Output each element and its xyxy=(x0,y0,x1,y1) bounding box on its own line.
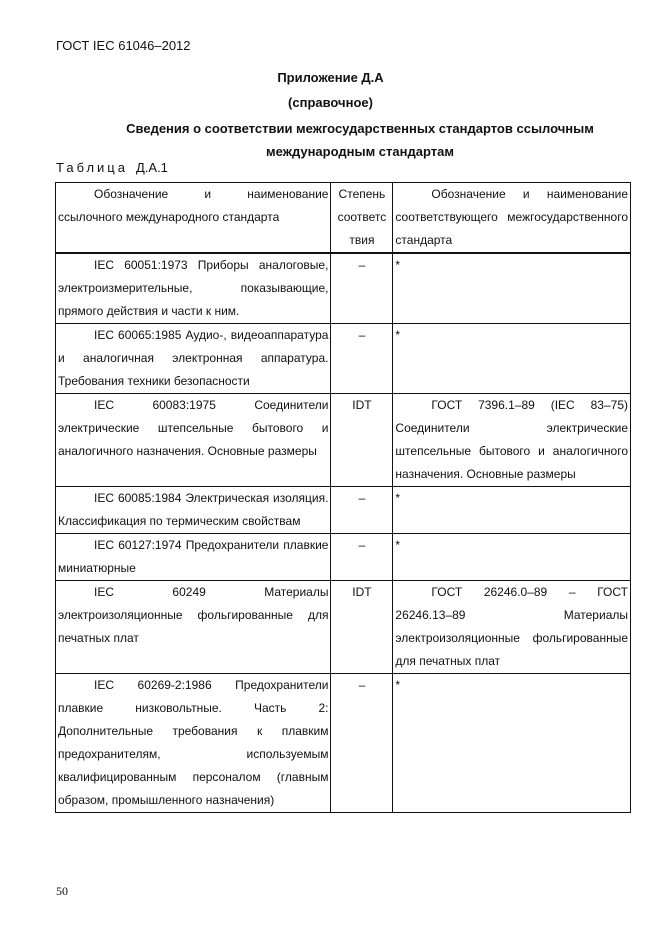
table-row xyxy=(56,674,631,813)
cell-international-standard: IEC 60127:1974 Предохранители плавкие миниатюрные xyxy=(56,534,331,581)
cell-national-standard: ГОСТ 7396.1–89 (IEC 83–75) Соединители электрические штепсельные бытового и аналогичного назначения. Основные размеры xyxy=(393,394,631,487)
cell-degree: IDT xyxy=(331,581,393,674)
page-number: 50 xyxy=(56,884,68,898)
table-row xyxy=(56,324,631,394)
cell-international-standard: IEC 60085:1984 Электрическая изоляция. Классификация по термическим свойствам xyxy=(56,487,331,534)
cell-degree: IDT xyxy=(331,394,393,487)
table-header-row xyxy=(56,183,631,254)
table-row xyxy=(56,534,631,581)
table-row xyxy=(56,253,631,324)
table-label-number: Д.А.1 xyxy=(135,160,168,175)
cell-degree: – xyxy=(331,487,393,534)
header-national-standard: Обозначение и наименование соответствующего межгосударственного стандарта xyxy=(393,183,631,254)
cell-national-standard: * xyxy=(393,534,631,581)
table-row xyxy=(56,394,631,487)
annex-kind: (справочное) xyxy=(288,95,373,110)
cell-national-standard: * xyxy=(393,674,631,813)
cell-degree: – xyxy=(331,324,393,394)
table-row xyxy=(56,581,631,674)
cell-national-standard: ГОСТ 26246.0–89 – ГОСТ 26246.13–89 Материалы электроизоляционные фольгированные для печатных плат xyxy=(393,581,631,674)
cell-international-standard: IEC 60065:1985 Аудио-, видеоаппаратура и аналогичная электронная аппаратура. Требования техники безопасности xyxy=(56,324,331,394)
cell-international-standard: IEC 60269-2:1986 Предохранители плавкие низковольтные. Часть 2: Дополнительные требования к плавким предохранителям, используемым квалифицированным персоналом (главным образом, промышленного назначения) xyxy=(56,674,331,813)
cell-degree: – xyxy=(331,253,393,324)
cell-degree: – xyxy=(331,534,393,581)
standards-correspondence-table xyxy=(55,182,631,813)
annex-title: Приложение Д.А xyxy=(277,70,384,85)
cell-international-standard: IEC 60249 Материалы электроизоляционные фольгированные для печатных плат xyxy=(56,581,331,674)
cell-degree: – xyxy=(331,674,393,813)
cell-national-standard: * xyxy=(393,324,631,394)
table-label xyxy=(56,160,168,175)
cell-international-standard: IEC 60051:1973 Приборы аналоговые, электроизмерительные, показывающие, прямого действия и части к ним. xyxy=(56,253,331,324)
annex-heading: Сведения о соответствии межгосударственных стандартов ссылочным международным стандартам xyxy=(126,121,594,159)
cell-international-standard: IEC 60083:1975 Соединители электрические штепсельные бытового и аналогичного назначения. Основные размеры xyxy=(56,394,331,487)
cell-national-standard: * xyxy=(393,487,631,534)
document-code: ГОСТ IEC 61046–2012 xyxy=(56,38,191,53)
table-label-word: Таблица xyxy=(56,160,128,175)
table-row xyxy=(56,487,631,534)
header-international-standard: Обозначение и наименование ссылочного международного стандарта xyxy=(56,183,331,254)
header-degree: Степень соответс твия xyxy=(331,183,393,254)
cell-national-standard: * xyxy=(393,253,631,324)
